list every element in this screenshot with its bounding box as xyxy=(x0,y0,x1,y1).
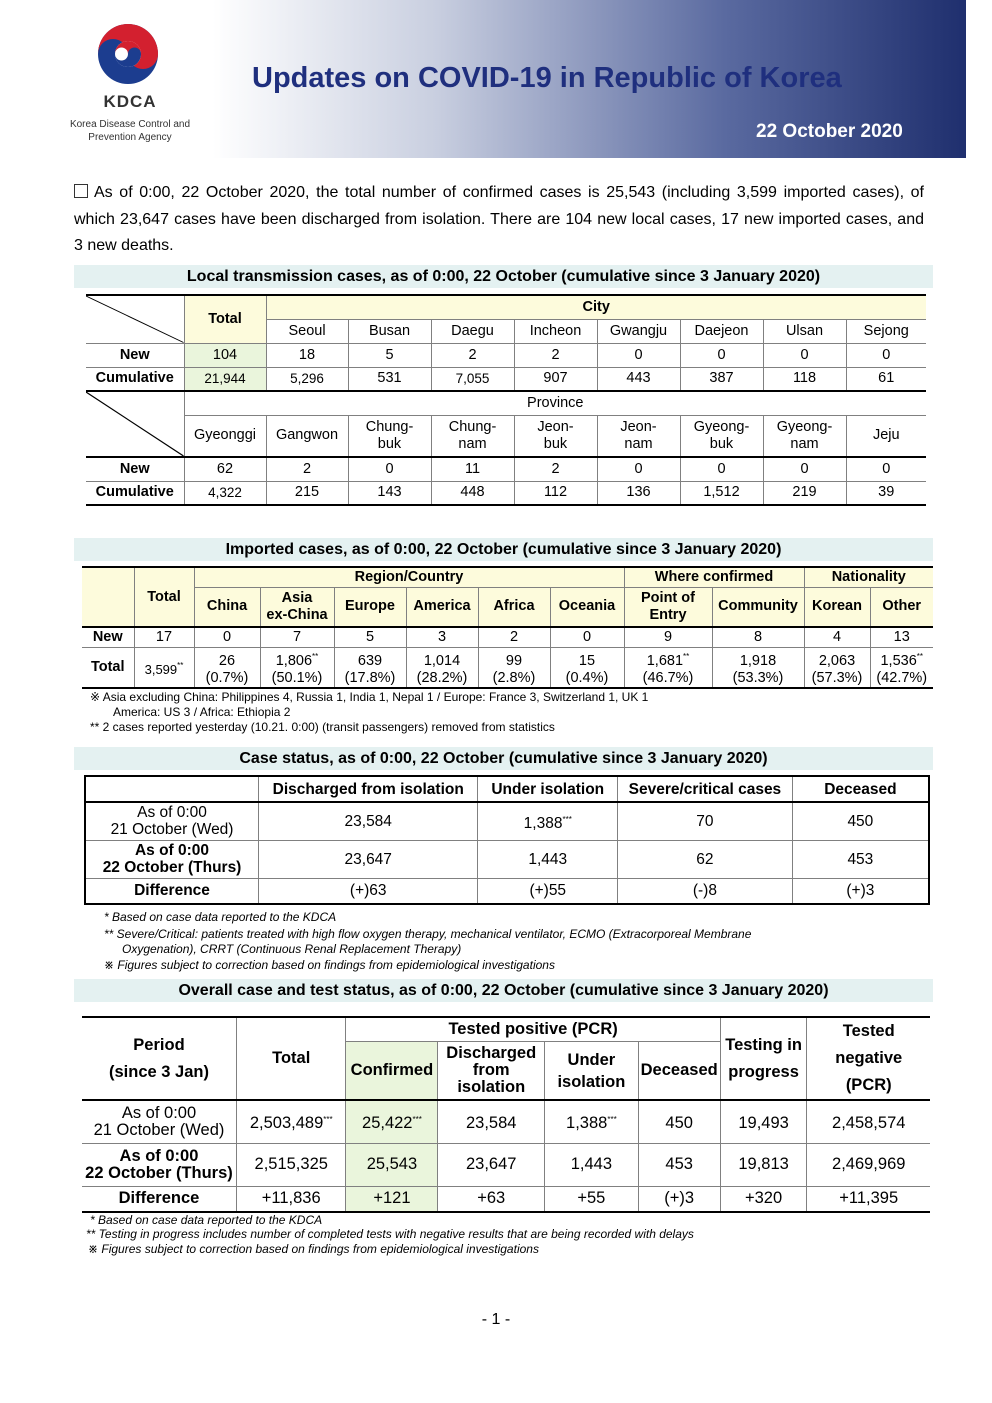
kdca-logo xyxy=(55,18,205,148)
intro-paragraph: As of 0:00, 22 October 2020, the total number of confirmed cases is 25,543 (including 3,599 imported cases), of which 23,647 cases have been discharged from isolation. There are 104 new local cases, 17 new imported cases, and 3 new deaths. xyxy=(74,184,924,254)
value-cell: 0 xyxy=(194,627,260,647)
value-cell: 23,584 xyxy=(259,802,478,840)
blank-header xyxy=(82,567,134,627)
value-cell: 1,512 xyxy=(680,481,763,505)
value-cell: 2,515,325 xyxy=(236,1143,346,1186)
col-under-isolation: Under isolation xyxy=(478,776,618,802)
value-cell: 531 xyxy=(348,367,431,391)
province-name: Chung- buk xyxy=(348,415,431,457)
org-abbr: KDCA xyxy=(103,92,157,111)
org-name: Korea Disease Control and Prevention Agency xyxy=(69,119,191,143)
region-header: Region/Country xyxy=(194,567,624,587)
value-cell: (-)8 xyxy=(618,878,793,904)
case-row-oct21 xyxy=(85,802,929,840)
value-cell: 25,543 xyxy=(346,1143,438,1186)
city-name: Sejong xyxy=(846,319,926,343)
city-name: Incheon xyxy=(514,319,597,343)
province-names-row xyxy=(86,415,926,457)
row-label: As of 0:00 21 October (Wed) xyxy=(85,802,259,840)
value-cell: 2 xyxy=(514,343,597,367)
value-cell: 9 xyxy=(624,627,712,647)
value-cell: 2 xyxy=(478,627,550,647)
value-cell: 0 xyxy=(348,457,431,481)
local-prov-cum-row xyxy=(86,481,926,505)
value-cell: 13 xyxy=(870,627,933,647)
imported-total-row xyxy=(82,647,933,688)
value-cell: 19,493 xyxy=(720,1100,807,1143)
value-cell: 0 xyxy=(846,343,926,367)
value-cell: 70 xyxy=(618,802,793,840)
value-cell: 1,536** (42.7%) xyxy=(870,647,933,688)
value-cell: 448 xyxy=(431,481,514,505)
row-label: New xyxy=(82,627,134,647)
value-cell: 453 xyxy=(638,1143,720,1186)
value-cell: 2,503,489*** xyxy=(236,1100,346,1143)
row-label: As of 0:00 22 October (Thurs) xyxy=(85,840,259,878)
value-cell: 5 xyxy=(334,627,406,647)
value-cell: 1,443 xyxy=(478,840,618,878)
row-label: Difference xyxy=(82,1186,236,1212)
value-cell: 3 xyxy=(406,627,478,647)
value-cell: 450 xyxy=(792,802,929,840)
value-cell: 0 xyxy=(597,457,680,481)
value-cell: 2,063 (57.3%) xyxy=(804,647,870,688)
value-cell: 23,647 xyxy=(438,1143,545,1186)
value-cell: 1,388*** xyxy=(478,802,618,840)
row-label: Cumulative xyxy=(86,367,184,391)
blank-header xyxy=(85,776,259,802)
overall-note-1: * Based on case data reported to the KDCA xyxy=(90,1213,323,1227)
row-label: As of 0:00 21 October (Wed) xyxy=(82,1100,236,1143)
value-cell: 1,806** (50.1%) xyxy=(260,647,334,688)
case-status-table xyxy=(84,775,930,905)
value-cell: 4 xyxy=(804,627,870,647)
value-cell: 99 (2.8%) xyxy=(478,647,550,688)
value-cell: +11,395 xyxy=(807,1186,930,1212)
deceased-header: Deceased xyxy=(638,1042,720,1101)
value-cell: 907 xyxy=(514,367,597,391)
case-note-4: ※ Figures subject to correction based on findings from epidemiological investigations xyxy=(104,958,555,972)
value-cell: 26 (0.7%) xyxy=(194,647,260,688)
value-cell: 62 xyxy=(618,840,793,878)
header-banner xyxy=(0,0,966,158)
under-isolation-header: Under isolation xyxy=(545,1042,639,1101)
overall-section-title: Overall case and test status, as of 0:00, 22 October (cumulative since 3 January 2020) xyxy=(74,979,933,1002)
value-cell: +63 xyxy=(438,1186,545,1212)
province-name: Gyeong- buk xyxy=(680,415,763,457)
imported-note-1: ※ Asia excluding China: Philippines 4, Russia 1, India 1, Nepal 1 / Europe: France 3, Switzerland 1, UK 1 xyxy=(90,690,649,704)
value-cell: 0 xyxy=(680,457,763,481)
value-cell: 136 xyxy=(597,481,680,505)
value-cell: 1,918 (53.3%) xyxy=(712,647,804,688)
value-cell: 215 xyxy=(266,481,348,505)
taegeuk-logo-icon xyxy=(96,22,160,86)
local-prov-new-row xyxy=(86,457,926,481)
col-africa: Africa xyxy=(478,587,550,627)
row-label: New xyxy=(86,457,184,481)
imported-new-row xyxy=(82,627,933,647)
value-cell: 25,422*** xyxy=(346,1100,438,1143)
value-cell: 23,647 xyxy=(259,840,478,878)
local-city-new-row xyxy=(86,343,926,367)
value-cell: (+)3 xyxy=(638,1186,720,1212)
value-cell: 5,296 xyxy=(266,367,348,391)
where-confirmed-header: Where confirmed xyxy=(624,567,804,587)
province-name: Jeon- buk xyxy=(514,415,597,457)
case-status-section-title: Case status, as of 0:00, 22 October (cumulative since 3 January 2020) xyxy=(74,747,933,770)
value-cell: 219 xyxy=(763,481,846,505)
imported-section-title: Imported cases, as of 0:00, 22 October (cumulative since 3 January 2020) xyxy=(74,538,933,561)
diagonal-header-cell xyxy=(86,391,184,457)
province-name: Gangwon xyxy=(266,415,348,457)
col-china: China xyxy=(194,587,260,627)
col-asia: Asia ex-China xyxy=(260,587,334,627)
province-name: Gyeong- nam xyxy=(763,415,846,457)
overall-status-table xyxy=(82,1016,930,1213)
value-cell: 0 xyxy=(763,343,846,367)
value-cell: 0 xyxy=(846,457,926,481)
col-america: America xyxy=(406,587,478,627)
value-cell: 23,584 xyxy=(438,1100,545,1143)
value-cell: 1,388*** xyxy=(545,1100,639,1143)
value-cell: 1,443 xyxy=(545,1143,639,1186)
value-cell: 0 xyxy=(597,343,680,367)
overall-row-difference xyxy=(82,1186,930,1212)
value-cell: 2,469,969 xyxy=(807,1143,930,1186)
page-number: - 1 - xyxy=(481,1311,511,1328)
imported-note-3: ** 2 cases reported yesterday (10.21. 0:00) (transit passengers) removed from statistics xyxy=(90,720,555,734)
total-header: Total xyxy=(134,567,194,627)
row-label: New xyxy=(86,343,184,367)
period-header: Period (since 3 Jan) xyxy=(82,1017,236,1100)
province-header: Province xyxy=(184,391,926,415)
col-korean: Korean xyxy=(804,587,870,627)
value-cell: 8 xyxy=(712,627,804,647)
value-cell: 118 xyxy=(763,367,846,391)
value-cell: (+)63 xyxy=(259,878,478,904)
local-cases-table xyxy=(86,294,926,506)
city-name: Daegu xyxy=(431,319,514,343)
col-point-of-entry: Point of Entry xyxy=(624,587,712,627)
value-cell: 2,458,574 xyxy=(807,1100,930,1143)
overall-row-oct21 xyxy=(82,1100,930,1143)
value-cell: 112 xyxy=(514,481,597,505)
total-value-cell: 3,599** xyxy=(134,647,194,688)
value-cell: 15 (0.4%) xyxy=(550,647,624,688)
col-europe: Europe xyxy=(334,587,406,627)
value-cell: 0 xyxy=(763,457,846,481)
value-cell: 2 xyxy=(266,457,348,481)
value-cell: +121 xyxy=(346,1186,438,1212)
city-name: Busan xyxy=(348,319,431,343)
value-cell: +320 xyxy=(720,1186,807,1212)
value-cell: 62 xyxy=(184,457,266,481)
case-note-1: * Based on case data reported to the KDCA xyxy=(104,910,337,924)
page-title: Updates on COVID-19 in Republic of Korea xyxy=(252,62,842,94)
city-name: Seoul xyxy=(266,319,348,343)
province-name: Jeju xyxy=(846,415,926,457)
local-city-cum-row xyxy=(86,367,926,391)
value-cell: 143 xyxy=(348,481,431,505)
value-cell: 39 xyxy=(846,481,926,505)
city-name: Ulsan xyxy=(763,319,846,343)
overall-note-2: ** Testing in progress includes number of completed tests with negative results that are being recorded with delays xyxy=(86,1227,694,1241)
total-header: Total xyxy=(184,295,266,343)
value-cell: 0 xyxy=(680,343,763,367)
value-cell: 443 xyxy=(597,367,680,391)
col-other: Other xyxy=(870,587,933,627)
value-cell: 1,681** (46.7%) xyxy=(624,647,712,688)
col-severe: Severe/critical cases xyxy=(618,776,793,802)
case-row-oct22 xyxy=(85,840,929,878)
value-cell: 18 xyxy=(266,343,348,367)
province-name: Chung- nam xyxy=(431,415,514,457)
value-cell: 7,055 xyxy=(431,367,514,391)
checkbox-bullet-icon xyxy=(74,184,88,198)
overall-note-3: ※ Figures subject to correction based on findings from epidemiological investigations xyxy=(88,1242,539,1256)
value-cell: 450 xyxy=(638,1100,720,1143)
row-label: As of 0:00 22 October (Thurs) xyxy=(82,1143,236,1186)
value-cell: 2 xyxy=(514,457,597,481)
imported-note-2: America: US 3 / Africa: Ethiopia 2 xyxy=(113,705,291,719)
testing-header: Testing in progress xyxy=(720,1017,807,1100)
col-community: Community xyxy=(712,587,804,627)
city-header: City xyxy=(266,295,926,319)
row-label: Difference xyxy=(85,878,259,904)
col-discharged: Discharged from isolation xyxy=(259,776,478,802)
total-cum-cell: 21,944 xyxy=(184,367,266,391)
imported-cases-table xyxy=(82,566,933,689)
total-new-cell: 104 xyxy=(184,343,266,367)
value-cell: +11,836 xyxy=(236,1186,346,1212)
city-name: Daejeon xyxy=(680,319,763,343)
value-cell: 7 xyxy=(260,627,334,647)
value-cell: 1,014 (28.2%) xyxy=(406,647,478,688)
value-cell: 17 xyxy=(134,627,194,647)
value-cell: 639 (17.8%) xyxy=(334,647,406,688)
confirmed-header: Confirmed xyxy=(346,1042,438,1101)
value-cell: (+)3 xyxy=(792,878,929,904)
local-section-title: Local transmission cases, as of 0:00, 22 October (cumulative since 3 January 2020) xyxy=(74,265,933,288)
col-deceased: Deceased xyxy=(792,776,929,802)
report-date: 22 October 2020 xyxy=(756,121,903,142)
value-cell: 61 xyxy=(846,367,926,391)
total-header: Total xyxy=(236,1017,346,1100)
value-cell: (+)55 xyxy=(478,878,618,904)
value-cell: 453 xyxy=(792,840,929,878)
col-oceania: Oceania xyxy=(550,587,624,627)
tested-positive-header: Tested positive (PCR) xyxy=(346,1017,720,1042)
negative-header: Tested negative (PCR) xyxy=(807,1017,930,1100)
value-cell: 4,322 xyxy=(184,481,266,505)
value-cell: 11 xyxy=(431,457,514,481)
value-cell: 387 xyxy=(680,367,763,391)
value-cell: 2 xyxy=(431,343,514,367)
diagonal-header-cell xyxy=(86,295,184,343)
case-note-2: ** Severe/Critical: patients treated with high flow oxygen therapy, mechanical ventilator, ECMO (Extracorporeal Membrane xyxy=(104,927,752,941)
province-name: Jeon- nam xyxy=(597,415,680,457)
value-cell: 19,813 xyxy=(720,1143,807,1186)
nationality-header: Nationality xyxy=(804,567,933,587)
row-label: Total xyxy=(82,647,134,688)
overall-row-oct22 xyxy=(82,1143,930,1186)
case-note-3: Oxygenation), CRRT (Continuous Renal Replacement Therapy) xyxy=(122,942,462,956)
value-cell: +55 xyxy=(545,1186,639,1212)
province-name: Gyeonggi xyxy=(184,415,266,457)
row-label: Cumulative xyxy=(86,481,184,505)
value-cell: 0 xyxy=(550,627,624,647)
value-cell: 5 xyxy=(348,343,431,367)
case-row-difference xyxy=(85,878,929,904)
discharged-header: Discharged from isolation xyxy=(438,1042,545,1101)
city-name: Gwangju xyxy=(597,319,680,343)
